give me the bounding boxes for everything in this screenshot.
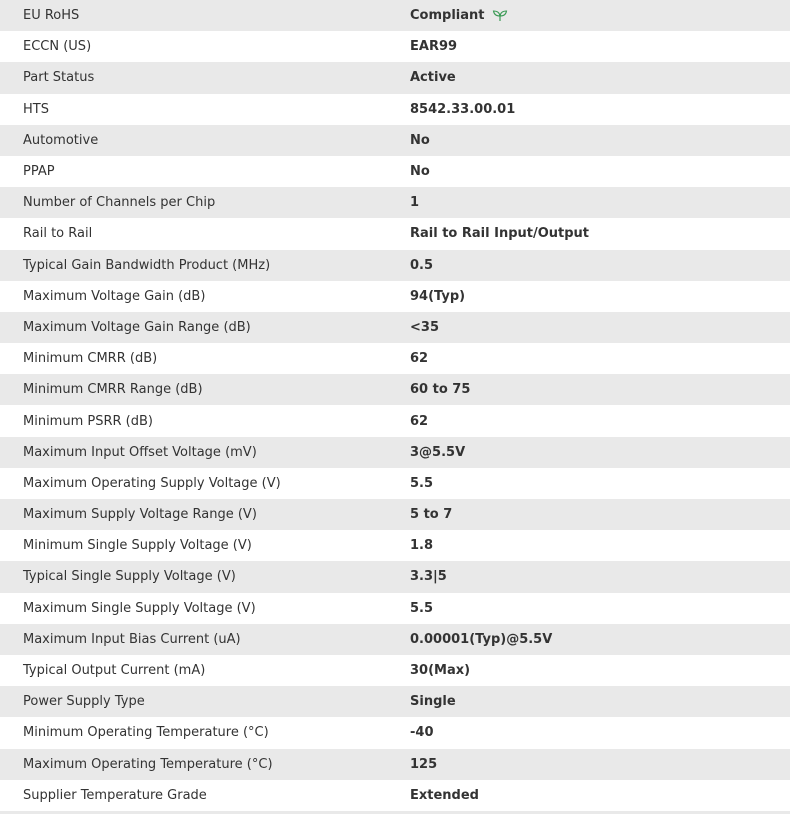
spec-label: Automotive [23, 132, 99, 148]
spec-label: Minimum CMRR (dB) [23, 351, 158, 367]
spec-label: Rail to Rail [23, 226, 93, 242]
spec-label: Maximum Supply Voltage Range (V) [23, 507, 257, 523]
spec-label: EU RoHS [23, 8, 80, 24]
spec-label: HTS [23, 101, 49, 117]
spec-label: Maximum Voltage Gain Range (dB) [23, 319, 251, 335]
spec-value: 3@5.5V [410, 444, 466, 460]
spec-label: Minimum Single Supply Voltage (V) [23, 538, 252, 554]
spec-value: EAR99 [410, 39, 458, 55]
spec-value: 60 to 75 [410, 382, 471, 398]
spec-value: 5.5 [410, 475, 434, 491]
spec-value: 125 [410, 756, 438, 772]
spec-row-typ-single-supply [0, 561, 790, 592]
spec-row-min-psrr [0, 405, 790, 436]
spec-row-eu-rohs [0, 0, 790, 31]
spec-value: No [410, 132, 430, 148]
spec-label: Minimum Operating Temperature (°C) [23, 725, 269, 741]
spec-row-hts [0, 94, 790, 125]
spec-label: ECCN (US) [23, 39, 92, 55]
spec-value [410, 8, 508, 23]
spec-label: Supplier Temperature Grade [23, 787, 207, 803]
spec-value: -40 [410, 725, 434, 741]
spec-value: <35 [410, 319, 439, 335]
spec-row-part-status [0, 62, 790, 93]
spec-label: Part Status [23, 70, 95, 86]
spec-label: Minimum PSRR (dB) [23, 413, 153, 429]
spec-value: 62 [410, 351, 429, 367]
spec-label: Minimum CMRR Range (dB) [23, 382, 203, 398]
spec-row-max-voltage-gain-range [0, 312, 790, 343]
spec-value: 0.5 [410, 257, 434, 273]
spec-label: Typical Gain Bandwidth Product (MHz) [23, 257, 271, 273]
spec-value: No [410, 164, 430, 180]
spec-row-temperature-grade [0, 780, 790, 811]
spec-value: 62 [410, 413, 429, 429]
leaf-icon [492, 9, 508, 22]
spec-value: 94(Typ) [410, 288, 466, 304]
spec-row-min-operating-temp [0, 717, 790, 748]
spec-row-max-operating-temp [0, 749, 790, 780]
spec-label: Maximum Operating Supply Voltage (V) [23, 475, 281, 491]
spec-value: 8542.33.00.01 [410, 101, 516, 117]
spec-label: Maximum Voltage Gain (dB) [23, 288, 206, 304]
spec-row-max-supply-range [0, 499, 790, 530]
spec-row-gain-bandwidth [0, 250, 790, 281]
spec-value: Extended [410, 787, 479, 803]
spec-label: PPAP [23, 164, 55, 180]
spec-value: Rail to Rail Input/Output [410, 226, 590, 242]
spec-label: Power Supply Type [23, 694, 145, 710]
spec-row-ppap [0, 156, 790, 187]
spec-label: Typical Output Current (mA) [23, 663, 206, 679]
spec-value: 5 to 7 [410, 507, 453, 523]
spec-label: Maximum Input Bias Current (uA) [23, 631, 241, 647]
spec-row-max-voltage-gain [0, 281, 790, 312]
spec-row-max-single-supply [0, 593, 790, 624]
spec-value: 1.8 [410, 538, 434, 554]
spec-row-channels [0, 187, 790, 218]
spec-row-min-cmrr [0, 343, 790, 374]
spec-value: Active [410, 70, 456, 86]
spec-value: Single [410, 694, 456, 710]
spec-row-power-supply-type [0, 686, 790, 717]
spec-value: 30(Max) [410, 663, 471, 679]
spec-row-eccn [0, 31, 790, 62]
spec-row-input-bias-current [0, 624, 790, 655]
spec-row-rail-to-rail [0, 218, 790, 249]
spec-label: Maximum Operating Temperature (°C) [23, 756, 273, 772]
spec-label: Maximum Input Offset Voltage (mV) [23, 444, 257, 460]
spec-row-automotive [0, 125, 790, 156]
spec-value: 3.3|5 [410, 569, 447, 585]
spec-row-min-single-supply [0, 530, 790, 561]
spec-label: Maximum Single Supply Voltage (V) [23, 600, 256, 616]
spec-row-output-current [0, 655, 790, 686]
spec-label: Typical Single Supply Voltage (V) [23, 569, 236, 585]
spec-row-min-cmrr-range [0, 374, 790, 405]
spec-value: 5.5 [410, 600, 434, 616]
spec-value: 1 [410, 195, 420, 211]
spec-label: Number of Channels per Chip [23, 195, 216, 211]
spec-value-text: Compliant [410, 8, 485, 24]
spec-row-input-offset-voltage [0, 437, 790, 468]
spec-row-max-operating-supply [0, 468, 790, 499]
spec-value: 0.00001(Typ)@5.5V [410, 631, 553, 647]
